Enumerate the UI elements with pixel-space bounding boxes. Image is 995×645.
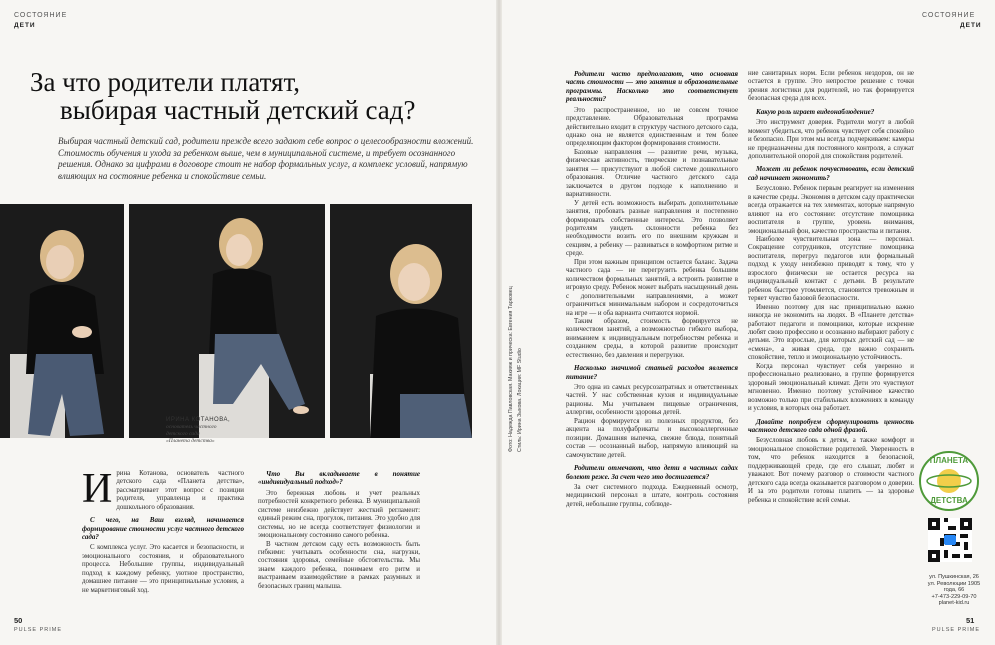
phone-number[interactable]: +7-473-229-09-70 bbox=[931, 593, 977, 600]
article-title-line2: выбирая частный детский сад? bbox=[60, 95, 416, 125]
answer-2b: В частном детском саду есть возможность быть гибкими: учитывать особенности сна, нагрузки, состояния здоровья, семейные обстоятельства. Мы знаем каждого ребенка, понимаем его ритм и выстраиваем взаимодействие в рамках разумных и безопасных границ малыша. bbox=[258, 540, 420, 590]
question-5: Родители отмечают, что дети в частных садах болеют реже. За счет чего это достигается? bbox=[566, 464, 738, 481]
photo-credit-2: Стиль: Ирина Зыкова. Локация: MF Studio bbox=[517, 348, 523, 452]
magazine-name-right: PULSE PRIME bbox=[932, 627, 980, 633]
drop-cap: И bbox=[82, 466, 113, 512]
caption-role-2: детского сада bbox=[166, 431, 200, 437]
answer-3c: У детей есть возможность выбирать дополнительные занятия, пробовать разные направления и постепенно формировать собственные интересы. Это позволяет родителям увидеть склонности ребенка без необходимости возить его по внешним кружкам и секциям, а ребенку — развиваться в комфортном ритме и среде. bbox=[566, 199, 738, 258]
answer-5-cont: ние санитарных норм. Если ребенок нездоров, он не остается в группе. Это непростое решение с точки зрения логистики для родителей, но так формируется безопасная среда для всех. bbox=[748, 70, 914, 103]
portrait-photo-2 bbox=[129, 204, 325, 438]
answer-5: За счет системного подхода. Ежедневный осмотр, медицинский персонал в штате, контроль состояния детей, небольшие группы, соблюде- bbox=[566, 483, 738, 508]
website-link[interactable]: planet-kid.ru bbox=[938, 600, 970, 607]
address-line-1: ул. Пушкинская, 26 bbox=[929, 574, 979, 580]
subsection-label-left: ДЕТИ bbox=[14, 22, 36, 29]
magazine-name-left: PULSE PRIME bbox=[14, 627, 62, 633]
answer-3b: Базовые направления — развитие речи, музыка, физическая активность, творческие и познавательные занятия — присутствуют в любой системе дошкольного образования. Отличие частного детского сада заключается в другом подходе к наполнению и вариативности. bbox=[566, 148, 738, 199]
photo-caption bbox=[166, 417, 230, 445]
question-4: Насколько значимой статьей расходов является питание? bbox=[566, 364, 738, 381]
answer-3d: При этом важным принципом остается баланс. Задача частного сада — не перегрузить ребенка большим количеством формальных занятий, а встроить развитие в игровую среду. Ребенок может выбрать насыщенный день с дополнительными направлениями, а может ограничиться минимальным набором и сосредоточиться на игре — и оба варианта считаются нормой. bbox=[566, 258, 738, 317]
intro-paragraph: рина Котанова, основатель частного детского сада «Планета детства», рассматривает этот вопрос с позиции родителя, управленца и практика дошкольного образования. bbox=[116, 470, 244, 511]
address-line-2: ул. Революции 1905 bbox=[927, 580, 981, 587]
text-column-3 bbox=[566, 70, 738, 509]
photo-credit-1: Фото: Надежда Павловская. Макияж и прическа: Евгения Тарковец bbox=[508, 286, 514, 452]
article-title-line1: За что родители платят, bbox=[30, 67, 300, 97]
contact-block bbox=[918, 574, 990, 607]
question-8: Давайте попробуем сформулировать ценность частного детского сада одной фразой. bbox=[748, 417, 914, 434]
logo-text-top: ПЛАНЕТА bbox=[929, 456, 969, 465]
question-1: С чего, на Ваш взгляд, начинается формирование стоимости услуг частного детского сада? bbox=[82, 516, 244, 542]
text-column-1 bbox=[82, 466, 244, 595]
answer-4b: Рацион формируется из полезных продуктов, без акцента на полуфабрикаты и высокоаллергенные позиции. Домашняя выпечка, свежие блюда, понятный состав — осознанный выбор, напрямую влияющий на самочувствие детей. bbox=[566, 417, 738, 459]
page-spine bbox=[496, 0, 502, 645]
answer-7a: Безусловно. Ребенок первым реагирует на изменения в качестве среды. Экономия в детском саду практически всегда отражается на тех элементах, которые напрямую влияют на его состояние: отсутствие помощника воспитателя в группе, уровень внимания, эмоциональный фон, качество пространства и питания. bbox=[748, 185, 914, 235]
answer-7d: Когда персонал чувствует себя уверенно и профессионально реализовано, в группе формируется здоровый эмоциональный климат. Дети это чувствуют мгновенно. Именно поэтому устойчивое качество возможно только при стабильных вложениях в команду и условия, в которых она работает. bbox=[748, 362, 914, 413]
answer-1: С комплекса услуг. Это касается и безопасности, и эмоционального состояния, и образовательного процесса. Небольшие группы, индивидуальный подход к каждому ребенку, уютное пространство, домашнее питание — это принципиальные условия, а не маркетинговый ход. bbox=[82, 544, 244, 594]
answer-2a: Это бережная любовь и учет реальных потребностей конкретного ребенка. В муниципальной системе неизбежно действует жесткий регламент: единый режим сна, прогулок, питания. Это удобно для системы, но не всегда соответствует физиологии и эмоциональному состоянию самого ребенка. bbox=[258, 489, 420, 540]
subsection-label-right: ДЕТИ bbox=[960, 22, 982, 29]
answer-8: Безусловная любовь к детям, а также комфорт и эмоциональное спокойствие родителей. Уверенность в том, что ребенок находится в безопасной, поддерживающей среде, где его слышат, любят и уважают. Вот почему разговор о стоимости частного детского сада всегда оказывается разговором о доверии. И за это родители готовы платить — за здоровье ребенка и спокойствие всей семьи. bbox=[748, 437, 914, 504]
section-label-left: СОСТОЯНИЕ bbox=[14, 12, 68, 19]
page-number-left: 50 bbox=[14, 616, 23, 625]
answer-3a: Это распространенное, но не совсем точное представление. Образовательная программа действительно входит в структуру частного детского сада, однако она не является единственным и тем более определяющим фактором формирования стоимости. bbox=[566, 106, 738, 148]
logo-text-bottom: ДЕТСТВА bbox=[930, 496, 968, 505]
caption-name: ИРИНА КОТАНОВА, bbox=[166, 417, 231, 423]
question-7: Может ли ребенок почувствовать, если детский сад начинает экономить? bbox=[748, 165, 914, 182]
article-lead: Выбирая частный детский сад, родители прежде всего задают себе вопрос о целесообразности вложений. Стоимость обучения и ухода за ребенком выше, чем в муниципальной системе, и требует осознанного решения. Однако за цифрами в договоре стоит не набор формальных услуг, а комплекс условий, напрямую влияющих на состояние ребенка и спокойствие семьи. bbox=[58, 136, 474, 181]
answer-7b: Наиболее чувствительная зона — персонал. Сокращение сотрудников, отсутствие помощника воспитателя, перегруз педагогов или формальный подход к уходу неизбежно приводят к тому, что у взрослого физически не остается ресурса на индивидуальный контакт с детьми. В результате ребенок быстрее утомляется, становится тревожным и теряет чувство базовой безопасности. bbox=[748, 236, 914, 303]
section-label-right: СОСТОЯНИЕ bbox=[922, 12, 976, 19]
question-2: Что Вы вкладываете в понятие «индивидуальный подход»? bbox=[258, 470, 420, 487]
text-column-4 bbox=[748, 70, 914, 505]
portrait-photo-3 bbox=[330, 204, 472, 438]
answer-7c: Именно поэтому для нас принципиально важно никогда не экономить на людях. В «Планете детства» работают педагоги и помощники, которые искренне любят свою профессию и осознанно выбирают работу с детьми. Это взрослые, для которых детский сад — не «смена», а живая среда, где важно сохранить спокойствие, тепло и эмоциональную устойчивость. bbox=[748, 303, 914, 362]
answer-6: Это инструмент доверия. Родители могут в любой момент убедиться, что ребенок чувствует себя спокойно и безопасно. При этом мы всегда подчеркиваем: камеры не предназначены для постоянного контроля, а служат дополнительной опорой для спокойствия родителей. bbox=[748, 119, 914, 161]
portrait-photo-1 bbox=[0, 204, 124, 438]
answer-3e: Таким образом, стоимость формируется не количеством занятий, а возможностью гибкого выбора, вниманием к индивидуальным потребностям ребенка и созданием среды, в которой развитие происходит естественно, без давления и перегрузки. bbox=[566, 317, 738, 359]
qr-code[interactable] bbox=[928, 518, 972, 562]
question-6: Какую роль играет видеонаблюдение? bbox=[756, 107, 875, 116]
kindergarten-logo bbox=[918, 450, 980, 512]
address-line-3: года, 66 bbox=[943, 587, 965, 594]
page-number-right: 51 bbox=[966, 616, 975, 625]
question-3: Родители часто предполагают, что основная часть стоимости — это занятия и образовательные программы. Насколько это соответствует реальности? bbox=[566, 70, 738, 104]
caption-role-1: основатель частного bbox=[166, 424, 217, 430]
caption-role-3: «Планета детства» bbox=[166, 438, 215, 444]
answer-4a: Это одна из самых ресурсозатратных и ответственных частей. У нас собственная кухня и индивидуальные рационы. Мы учитываем пищевые ограничения, аллергии, особенности здоровья детей. bbox=[566, 384, 738, 417]
qr-code-icon bbox=[928, 518, 972, 562]
text-column-2 bbox=[258, 470, 420, 591]
